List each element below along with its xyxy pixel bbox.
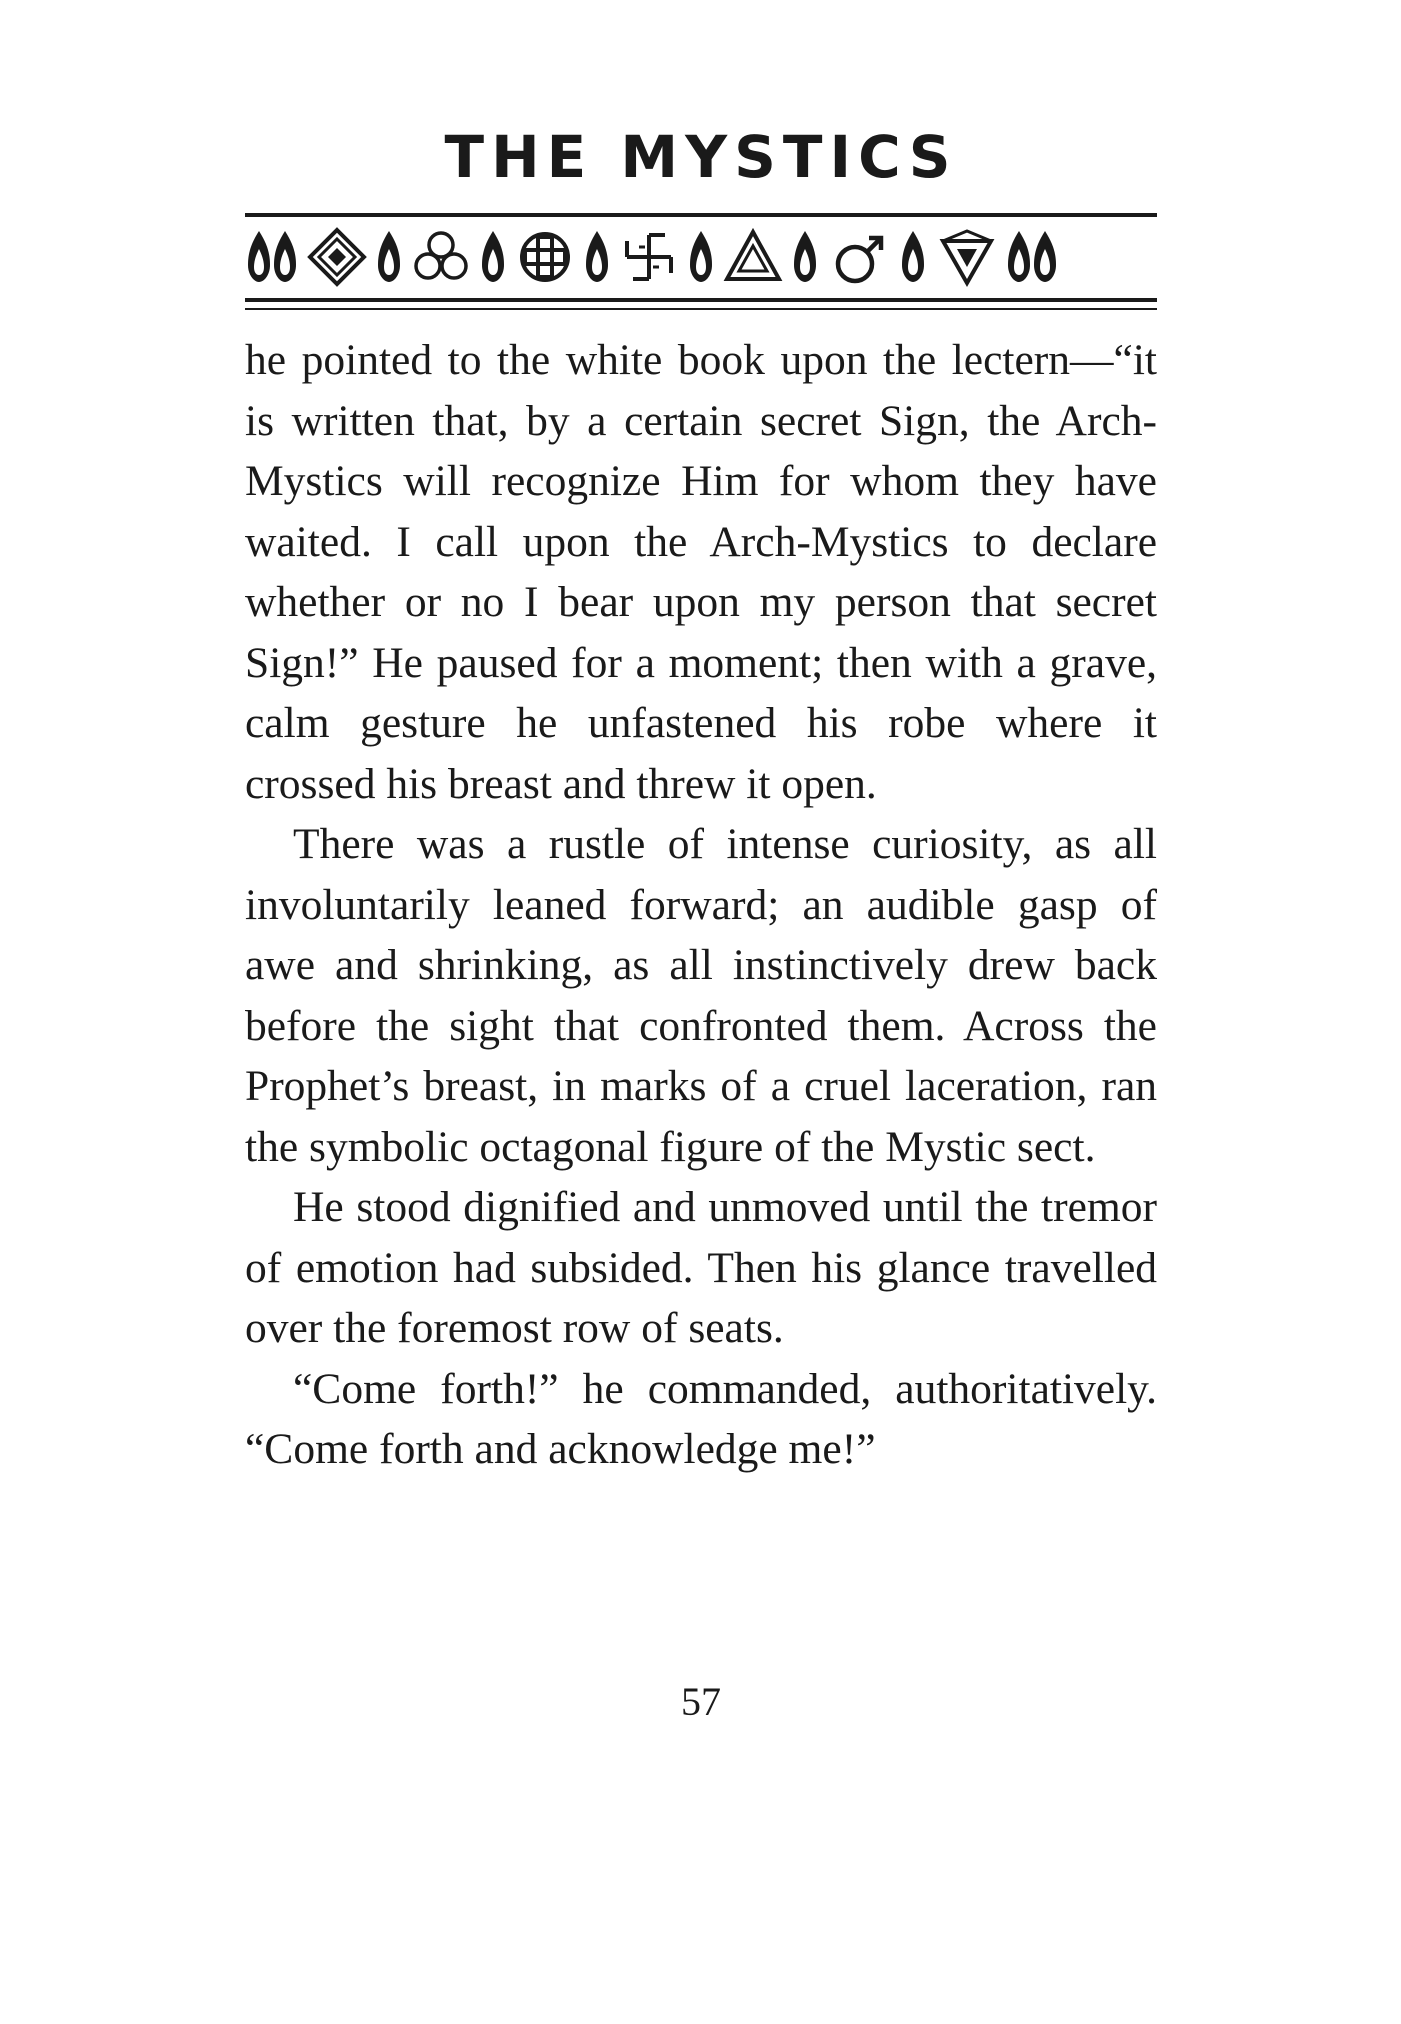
- flame-icon: [482, 231, 504, 282]
- running-head: THE MYSTICS: [444, 123, 958, 191]
- paragraph: He stood dignified and unmoved until the tremor of emotion had subsided. Then his glance travelled over the foremost row of seats.: [245, 1183, 1157, 1352]
- circled-cross-icon: [522, 234, 568, 280]
- flame-icon: [274, 231, 296, 282]
- diamond-icon: [310, 230, 364, 284]
- triangle-icon: [727, 232, 779, 279]
- paragraph-continued: he pointed to the white book upon the lectern—“it is written that, by a certain secret Sign, the Arch-Mystics will recognize Him for whom they have waited. I call upon the Arch-Mystics to declare whether or no I bear upon my person that secret Sign!” He paused for a moment; then with a grave, calm gesture he unfastened his robe where it crossed his breast and threw it open.: [245, 336, 1157, 808]
- flame-icon: [586, 231, 608, 282]
- flame-icon: [794, 231, 816, 282]
- flame-icon: [690, 231, 712, 282]
- page-number: 57: [681, 1679, 721, 1724]
- inverted-diamond-icon: [943, 231, 991, 283]
- flame-icon: [902, 231, 924, 282]
- header-rule-top: [245, 213, 1157, 217]
- flame-icon: [1034, 231, 1056, 282]
- ornament-band: [245, 226, 1157, 288]
- flame-icon: [378, 231, 400, 282]
- paragraph: There was a rustle of intense curiosity, as all involuntarily leaned forward; an audible gasp of awe and shrinking, as all instinctively drew back before the sight that confronted them. Across the Prophet’s breast, in marks of a cruel laceration, ran the symbolic octagonal figure of the Mystic sect.: [245, 820, 1157, 1171]
- header-rule-bottom-thin: [245, 308, 1157, 310]
- swastika-icon: [627, 235, 671, 279]
- body-text: [245, 330, 1157, 1480]
- trefoil-icon: [416, 233, 466, 278]
- header-rule-bottom-thick: [245, 298, 1157, 302]
- flame-icon: [1008, 231, 1030, 282]
- flame-icon: [248, 231, 270, 282]
- paragraph: “Come forth!” he commanded, authoritatively. “Come forth and acknowledge me!”: [245, 1364, 1157, 1473]
- mars-icon: [838, 238, 881, 281]
